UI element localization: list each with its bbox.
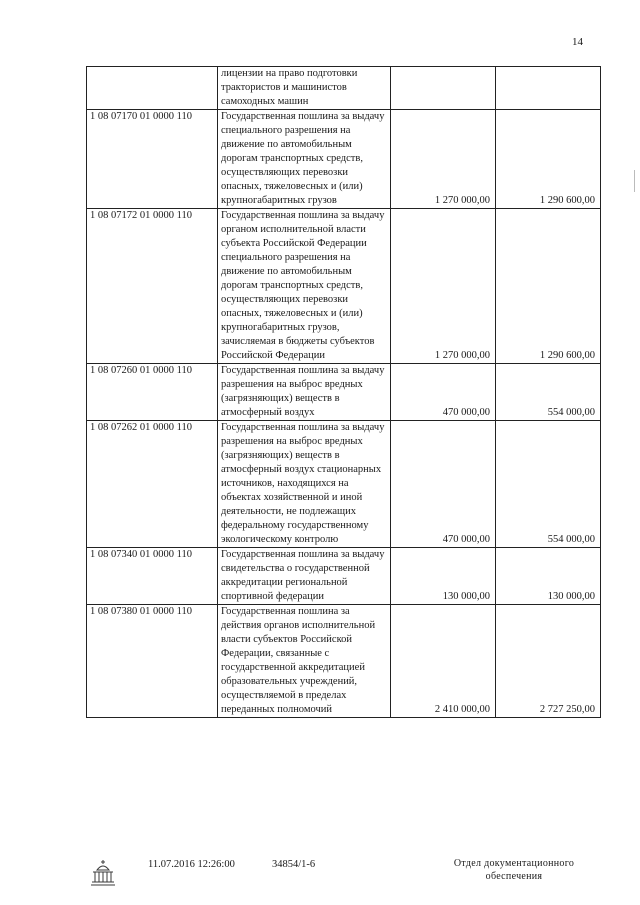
table-row — [87, 67, 601, 110]
amount-cell-2: 554 000,00 — [496, 421, 601, 548]
amount-cell-1 — [391, 67, 496, 110]
footer-document-number: 34854/1-6 — [272, 859, 316, 870]
department-line-2: обеспечения — [485, 871, 543, 882]
table-row — [87, 209, 601, 364]
budget-code-cell — [87, 67, 218, 110]
amount-cell-1: 470 000,00 — [391, 364, 496, 421]
scan-edge-mark — [634, 170, 635, 192]
budget-code-cell: 1 08 07340 01 0000 110 — [87, 548, 218, 605]
amount-cell-2: 130 000,00 — [496, 548, 601, 605]
table-row — [87, 605, 601, 718]
table-row — [87, 110, 601, 209]
description-cell: Государственная пошлина за выдачу свидетельства о государственной аккредитации региональной спортивной федерации — [218, 548, 391, 605]
revenue-table — [86, 66, 601, 718]
amount-cell-1: 470 000,00 — [391, 421, 496, 548]
amount-cell-2: 1 290 600,00 — [496, 209, 601, 364]
budget-code-cell: 1 08 07262 01 0000 110 — [87, 421, 218, 548]
amount-cell-1: 2 410 000,00 — [391, 605, 496, 718]
budget-code-cell: 1 08 07380 01 0000 110 — [87, 605, 218, 718]
building-emblem-icon — [88, 858, 118, 888]
description-cell: Государственная пошлина за выдачу разрешения на выброс вредных (загрязняющих) веществ в атмосферный воздух стационарных источников, находящихся на объектах хозяйственной и иной деятельности, не подлежащих федеральному государственному экологическому контролю — [218, 421, 391, 548]
amount-cell-1: 1 270 000,00 — [391, 110, 496, 209]
table-row — [87, 421, 601, 548]
amount-cell-1: 130 000,00 — [391, 548, 496, 605]
amount-cell-2: 554 000,00 — [496, 364, 601, 421]
footer-timestamp: 11.07.2016 12:26:00 — [148, 859, 235, 870]
budget-code-cell: 1 08 07170 01 0000 110 — [87, 110, 218, 209]
budget-code-cell: 1 08 07172 01 0000 110 — [87, 209, 218, 364]
budget-code-cell: 1 08 07260 01 0000 110 — [87, 364, 218, 421]
page-number: 14 — [572, 36, 583, 48]
amount-cell-2 — [496, 67, 601, 110]
amount-cell-1: 1 270 000,00 — [391, 209, 496, 364]
department-line-1: Отдел документационного — [453, 858, 575, 869]
description-cell: Государственная пошлина за действия органов исполнительной власти субъектов Российской Федерации, связанные с государственной аккредитацией образовательных учреждений, осуществляемой в пределах переданных полномочий — [218, 605, 391, 718]
amount-cell-2: 1 290 600,00 — [496, 110, 601, 209]
description-cell: Государственная пошлина за выдачу специального разрешения на движение по автомобильным дорогам транспортных средств, осуществляющих перевозки опасных, тяжеловесных и (или) крупногабаритных грузов — [218, 110, 391, 209]
description-cell: Государственная пошлина за выдачу разрешения на выброс вредных (загрязняющих) веществ в атмосферный воздух — [218, 364, 391, 421]
table-row — [87, 364, 601, 421]
description-cell: лицензии на право подготовки трактористов и машинистов самоходных машин — [218, 67, 391, 110]
table-row — [87, 548, 601, 605]
description-cell: Государственная пошлина за выдачу органом исполнительной власти субъекта Российской Федерации специального разрешения на движение по автомобильным дорогам транспортных средств, осуществляющих перевозки опасных, тяжеловесных и (или) крупногабаритных грузов, зачисляемая в бюджеты субъектов Российской Федерации — [218, 209, 391, 364]
amount-cell-2: 2 727 250,00 — [496, 605, 601, 718]
footer-department — [434, 857, 594, 883]
